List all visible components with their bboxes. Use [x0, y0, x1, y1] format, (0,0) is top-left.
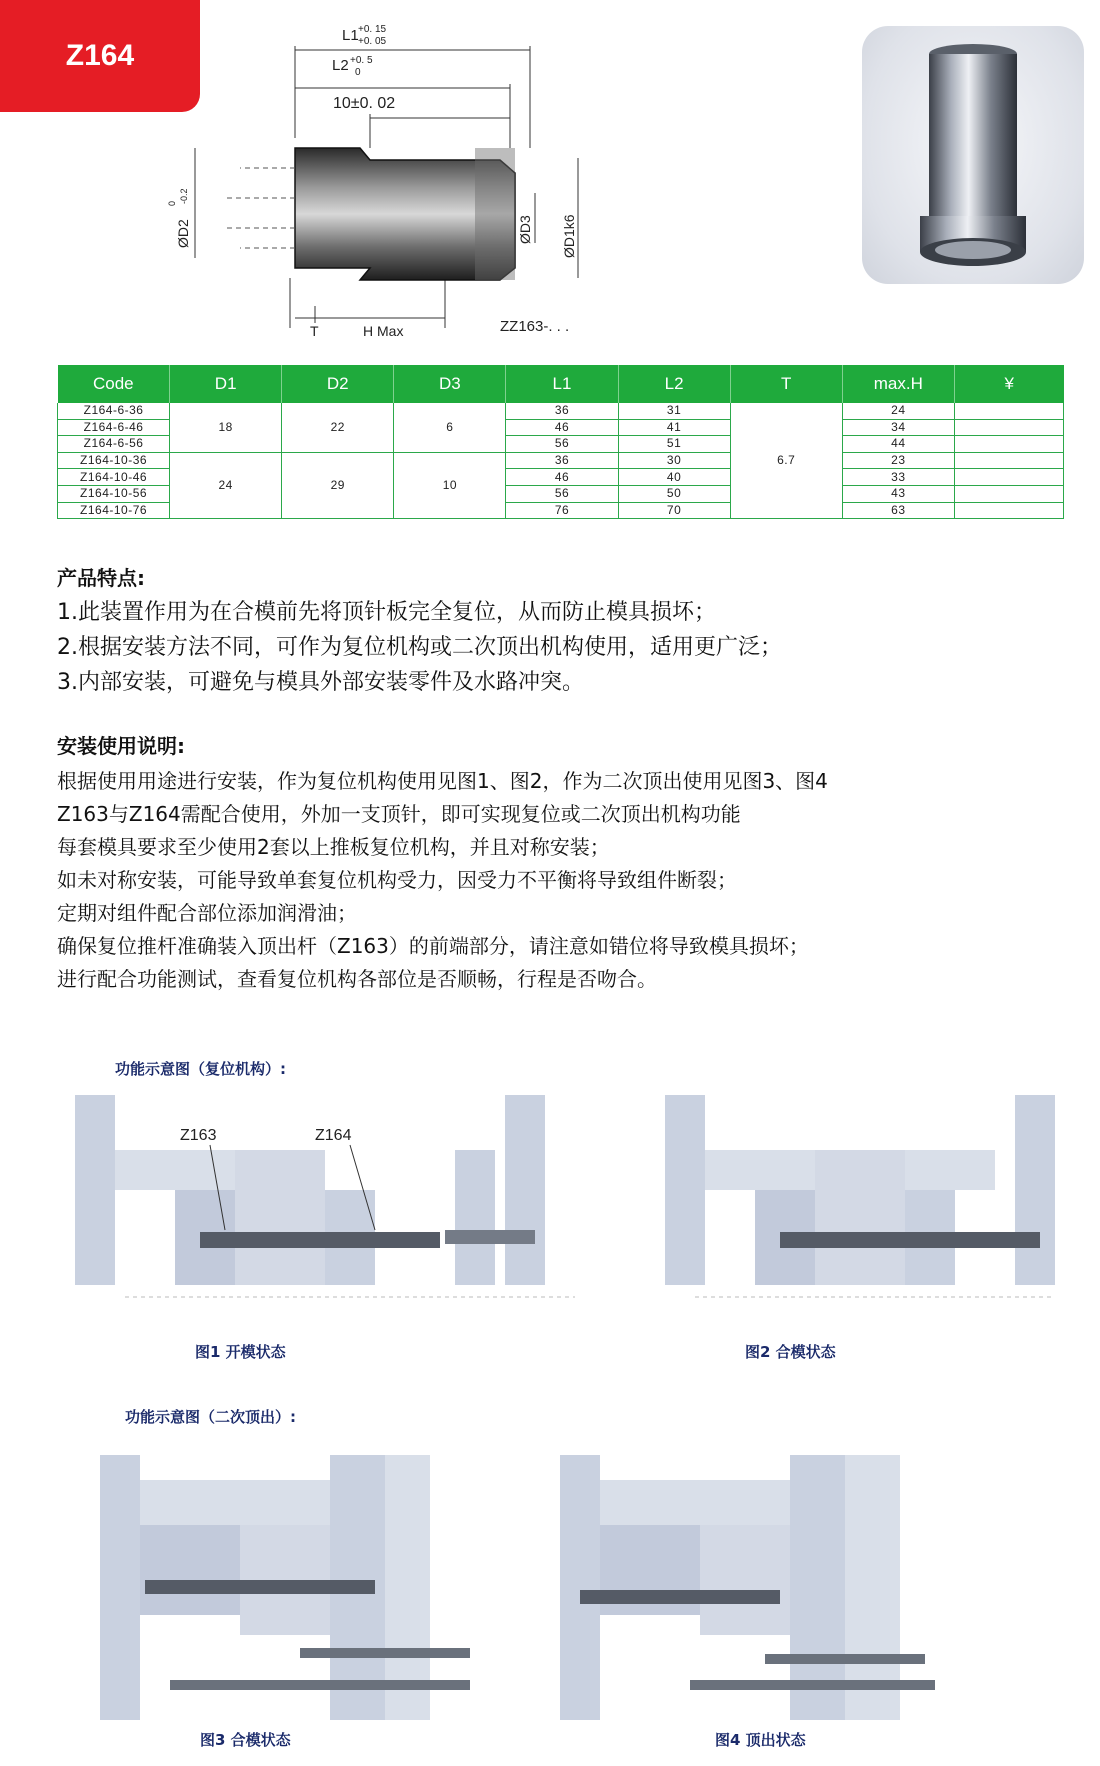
- col-maxh: max.H: [842, 365, 954, 403]
- install-heading: 安装使用说明:: [57, 734, 185, 758]
- d2-tol-lower: -0.2: [179, 188, 189, 204]
- label-z163: Z163: [180, 1127, 217, 1144]
- col-l1: L1: [506, 365, 618, 403]
- table-cell: Z164-10-36: [58, 452, 170, 469]
- table-cell: 10: [394, 452, 506, 518]
- features-section: [57, 562, 1057, 700]
- bushing-image: [862, 26, 1084, 284]
- l1-tol-lower: +0. 05: [358, 36, 387, 47]
- d2-label: ØD2: [175, 219, 191, 248]
- table-cell: Z164-10-56: [58, 485, 170, 502]
- install-section: [57, 730, 1067, 996]
- l2-tol-upper: +0. 5: [350, 55, 373, 66]
- install-item: 如未对称安装，可能导致单套复位机构受力，因受力不平衡将导致组件断裂；: [57, 868, 737, 892]
- table-cell: 41: [618, 419, 730, 436]
- table-cell: 44: [842, 436, 954, 453]
- table-cell: [954, 419, 1063, 436]
- l2-tol-lower: 0: [355, 67, 361, 78]
- t-label: T: [310, 323, 319, 339]
- table-cell: 63: [842, 502, 954, 519]
- table-cell: [954, 469, 1063, 486]
- table-cell: 6: [394, 403, 506, 452]
- hmax-label: H Max: [363, 323, 404, 339]
- table-cell: 56: [506, 436, 618, 453]
- table-cell: 56: [506, 485, 618, 502]
- table-cell: 24: [170, 452, 282, 518]
- table-cell: 22: [282, 403, 394, 452]
- dim-10: 10±0. 02: [333, 95, 396, 112]
- table-cell: 24: [842, 403, 954, 419]
- l1-label: L1: [342, 27, 359, 44]
- fig2-caption: 图2 合模状态: [745, 1343, 836, 1361]
- col-d1: D1: [170, 365, 282, 403]
- fig1-caption: 图1 开模状态: [195, 1343, 286, 1361]
- col-d3: D3: [394, 365, 506, 403]
- d2-tol-upper: 0: [167, 200, 177, 206]
- table-cell: 46: [506, 469, 618, 486]
- d1-label: ØD1k6: [561, 214, 577, 258]
- second-diagrams: [75, 1440, 1035, 1760]
- table-row: [58, 403, 1064, 419]
- table-cell: 34: [842, 419, 954, 436]
- fig1-diagram: [75, 1095, 545, 1285]
- install-list: [57, 765, 1067, 996]
- feature-item: 2.根据安装方法不同，可作为复位机构或二次顶出机构使用，适用更广泛；: [57, 635, 782, 660]
- table-cell: 6.7: [730, 403, 842, 519]
- table-cell: [954, 403, 1063, 419]
- col-t: T: [730, 365, 842, 403]
- table-cell: 46: [506, 419, 618, 436]
- table-cell: 70: [618, 502, 730, 519]
- table-cell: 33: [842, 469, 954, 486]
- features-list: [57, 595, 1057, 700]
- fig4-caption: 图4 顶出状态: [715, 1731, 806, 1749]
- second-diagram-title: 功能示意图（二次顶出）:: [125, 1408, 296, 1426]
- table-cell: Z164-6-46: [58, 419, 170, 436]
- col-l2: L2: [618, 365, 730, 403]
- table-cell: Z164-6-36: [58, 403, 170, 419]
- zz163-ref: ZZ163-. . .: [500, 318, 570, 335]
- table-cell: [954, 436, 1063, 453]
- install-item: 根据使用用途进行安装，作为复位机构使用见图1、图2，作为二次顶出使用见图3、图4: [57, 769, 828, 793]
- feature-item: 3.内部安装，可避免与模具外部安装零件及水路冲突。: [57, 670, 584, 695]
- table-cell: 36: [506, 452, 618, 469]
- table-cell: Z164-6-56: [58, 436, 170, 453]
- col-d2: D2: [282, 365, 394, 403]
- fig4-diagram: [560, 1455, 935, 1720]
- table-cell: 18: [170, 403, 282, 452]
- install-item: Z163与Z164需配合使用，外加一支顶针，即可实现复位或二次顶出机构功能: [57, 802, 741, 826]
- table-cell: 36: [506, 403, 618, 419]
- table-cell: Z164-10-46: [58, 469, 170, 486]
- technical-drawing: [167, 18, 670, 348]
- spec-table: [57, 365, 1064, 519]
- fig2-diagram: [665, 1095, 1055, 1285]
- col-price: ¥: [954, 365, 1063, 403]
- table-row: [58, 452, 1064, 469]
- table-cell: 23: [842, 452, 954, 469]
- table-cell: 76: [506, 502, 618, 519]
- table-cell: [954, 485, 1063, 502]
- table-cell: [954, 452, 1063, 469]
- product-code: Z164: [65, 39, 135, 72]
- table-cell: Z164-10-76: [58, 502, 170, 519]
- table-cell: 30: [618, 452, 730, 469]
- install-item: 定期对组件配合部位添加润滑油；: [57, 901, 357, 925]
- features-heading: 产品特点:: [57, 566, 145, 590]
- d3-label: ØD3: [517, 215, 533, 244]
- feature-item: 1.此装置作用为在合模前先将顶针板完全复位，从而防止模具损坏；: [57, 600, 716, 625]
- install-item: 进行配合功能测试，查看复位机构各部位是否顺畅，行程是否吻合。: [57, 967, 657, 991]
- label-z164: Z164: [315, 1127, 352, 1144]
- product-photo: [862, 26, 1084, 284]
- reset-diagram-title: 功能示意图（复位机构）:: [115, 1060, 286, 1078]
- fig3-caption: 图3 合模状态: [200, 1731, 291, 1749]
- table-cell: [954, 502, 1063, 519]
- install-item: 确保复位推杆准确装入顶出杆（Z163）的前端部分，请注意如错位将导致模具损坏；: [57, 934, 809, 958]
- col-code: Code: [58, 365, 170, 403]
- l1-tol-upper: +0. 15: [358, 24, 387, 35]
- l2-label: L2: [332, 57, 349, 74]
- table-cell: 40: [618, 469, 730, 486]
- table-cell: 31: [618, 403, 730, 419]
- reset-diagrams: [55, 1090, 1065, 1390]
- table-cell: 51: [618, 436, 730, 453]
- table-cell: 43: [842, 485, 954, 502]
- fig3-diagram: [100, 1455, 470, 1720]
- table-cell: 29: [282, 452, 394, 518]
- install-item: 每套模具要求至少使用2套以上推板复位机构，并且对称安装；: [57, 835, 610, 859]
- table-cell: 50: [618, 485, 730, 502]
- table-header-row: [58, 365, 1064, 403]
